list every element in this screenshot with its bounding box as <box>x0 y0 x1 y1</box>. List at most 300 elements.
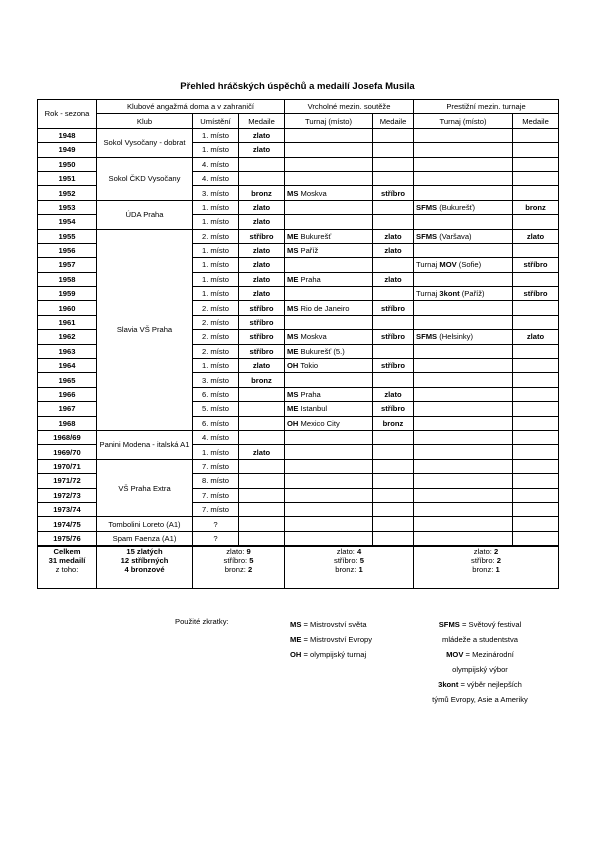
legend-sfms-text1: = Světový festival <box>459 620 522 629</box>
achievements-table <box>37 99 559 589</box>
medal-cell: stříbro <box>239 315 285 329</box>
tournament-location: Bukurešť <box>298 231 332 241</box>
prestige-tournament-cell <box>414 272 513 286</box>
header-top-group: Vrcholné mezin. soutěže <box>285 100 414 114</box>
placement-cell: 3. místo <box>193 186 239 200</box>
club-cell: Slavia VŠ Praha <box>97 229 193 430</box>
tournament-abbr: MS <box>287 246 299 256</box>
year-cell: 1974/75 <box>38 517 97 531</box>
year-cell: 1961 <box>38 315 97 329</box>
pre-bronze-label: bronz: <box>472 565 496 575</box>
prestige-medal-cell <box>513 387 559 401</box>
prestige-location: (Varšava) <box>437 231 472 241</box>
tournament-cell <box>285 171 373 185</box>
tournament-cell <box>285 243 373 257</box>
tournament-medal-cell <box>373 171 414 185</box>
tournament-abbr: OH <box>287 418 299 428</box>
prestige-tournament-cell <box>414 531 513 546</box>
prestige-medal-cell <box>513 171 559 185</box>
medal-cell <box>239 387 285 401</box>
tournament-medal-cell <box>373 459 414 473</box>
year-cell: 1949 <box>38 143 97 157</box>
prestige-tournament-cell <box>414 128 513 142</box>
tournament-medal-cell <box>373 373 414 387</box>
placement-cell: 1. místo <box>193 272 239 286</box>
legend-3kont-abbr: 3kont <box>438 680 459 689</box>
table-row <box>38 517 559 531</box>
legend-title: Použité zkratky: <box>175 617 229 626</box>
year-cell: 1953 <box>38 200 97 214</box>
header-season: Rok - sezona <box>38 100 97 129</box>
prestige-tournament-cell <box>414 459 513 473</box>
medal-cell: zlato <box>239 359 285 373</box>
tournament-location: Moskva <box>298 188 327 198</box>
club-bronze-value: 2 <box>248 565 253 575</box>
tournament-cell <box>285 502 373 516</box>
tournament-abbr: MS <box>287 303 299 313</box>
legend-ms-abbr: MS <box>290 620 302 629</box>
placement-cell: 4. místo <box>193 171 239 185</box>
tournament-cell <box>285 373 373 387</box>
placement-cell: 7. místo <box>193 488 239 502</box>
medal-cell <box>239 502 285 516</box>
year-cell: 1970/71 <box>38 459 97 473</box>
placement-cell: 2. místo <box>193 229 239 243</box>
prestige-tournament-cell <box>414 200 513 214</box>
tournament-cell <box>285 301 373 315</box>
legend-sfms-abbr: SFMS <box>438 620 460 629</box>
tournament-medal-cell <box>373 128 414 142</box>
tournament-medal-cell <box>373 502 414 516</box>
club-cell: Panini Modena - italská A1 <box>97 430 193 459</box>
club-gold-label: zlato: <box>226 547 247 557</box>
prestige-prefix: Turnaj <box>416 260 440 270</box>
tournament-medal-cell <box>373 517 414 531</box>
legend-oh-abbr: OH <box>290 650 302 659</box>
tournament-medal-cell: stříbro <box>373 330 414 344</box>
prestige-medal-cell <box>513 502 559 516</box>
tournament-abbr: ME <box>287 404 299 414</box>
totals-breakdown-line <box>99 547 190 556</box>
placement-cell: 1. místo <box>193 200 239 214</box>
placement-cell: 7. místo <box>193 459 239 473</box>
tournament-medal-cell <box>373 258 414 272</box>
placement-cell: 1. místo <box>193 445 239 459</box>
tournament-cell <box>285 430 373 444</box>
pre-silver-label: stříbro: <box>471 556 497 566</box>
year-cell: 1972/73 <box>38 488 97 502</box>
prestige-tournament-cell <box>414 215 513 229</box>
placement-cell: ? <box>193 531 239 546</box>
tournament-abbr: ME <box>287 231 299 241</box>
tournament-medal-cell <box>373 474 414 488</box>
year-cell: 1964 <box>38 359 97 373</box>
prestige-tournament-cell <box>414 387 513 401</box>
tournament-cell <box>285 517 373 531</box>
medal-cell: stříbro <box>239 330 285 344</box>
gold-count: 15 zlatých <box>126 547 163 557</box>
prestige-abbr: MOV <box>439 260 457 270</box>
prestige-abbr: 3kont <box>439 289 460 299</box>
year-cell: 1956 <box>38 243 97 257</box>
year-cell: 1967 <box>38 402 97 416</box>
tournament-medal-cell <box>373 143 414 157</box>
totals-top-line <box>287 565 411 574</box>
totals-prestige-line <box>416 556 556 565</box>
prestige-tournament-cell <box>414 488 513 502</box>
club-silver-label: stříbro: <box>223 556 250 566</box>
tournament-abbr: MS <box>287 332 299 342</box>
tournament-medal-cell: zlato <box>373 229 414 243</box>
prestige-tournament-cell <box>414 330 513 344</box>
totals-row <box>38 546 559 589</box>
table-row <box>38 157 559 171</box>
placement-cell: 7. místo <box>193 502 239 516</box>
tournament-medal-cell <box>373 430 414 444</box>
club-gold-value: 9 <box>246 547 251 557</box>
medal-cell: stříbro <box>239 344 285 358</box>
prestige-tournament-cell <box>414 344 513 358</box>
tournament-cell <box>285 258 373 272</box>
prestige-tournament-cell <box>414 301 513 315</box>
club-cell: Tombolini Loreto (A1) <box>97 517 193 531</box>
tournament-cell <box>285 445 373 459</box>
tournament-cell <box>285 272 373 286</box>
legend-mov <box>400 647 560 662</box>
tournament-cell <box>285 143 373 157</box>
placement-cell: 4. místo <box>193 157 239 171</box>
top-bronze-value: 1 <box>358 565 363 575</box>
table-row <box>38 459 559 473</box>
tournament-medal-cell: stříbro <box>373 359 414 373</box>
prestige-medal-cell <box>513 143 559 157</box>
prestige-medal-cell <box>513 445 559 459</box>
legend-me <box>290 632 372 647</box>
tournament-cell <box>285 157 373 171</box>
medal-cell: zlato <box>239 200 285 214</box>
tournament-location: Praha <box>298 390 321 399</box>
club-cell: Spam Faenza (A1) <box>97 531 193 546</box>
year-cell: 1971/72 <box>38 474 97 488</box>
page-title: Přehled hráčských úspěchů a medailí Josefa Musila <box>180 81 415 92</box>
placement-cell: 1. místo <box>193 359 239 373</box>
prestige-abbr: SFMS <box>416 231 438 241</box>
tournament-cell <box>285 488 373 502</box>
tournament-abbr: MS <box>287 390 299 399</box>
legend-3kont-text1: = výběr nejlepších <box>458 680 522 689</box>
year-cell: 1954 <box>38 215 97 229</box>
tournament-location: Mexico City <box>298 418 340 428</box>
tournament-medal-cell: zlato <box>373 387 414 401</box>
year-cell: 1973/74 <box>38 502 97 516</box>
tournament-medal-cell: stříbro <box>373 186 414 200</box>
club-cell: VŠ Praha Extra <box>97 459 193 517</box>
totals-label-3: z toho: <box>55 565 79 575</box>
prestige-location: (Sofie) <box>456 260 482 270</box>
prestige-medal-cell <box>513 373 559 387</box>
placement-cell: 2. místo <box>193 330 239 344</box>
tournament-cell <box>285 359 373 373</box>
medal-cell <box>239 430 285 444</box>
medal-cell: zlato <box>239 258 285 272</box>
totals-label-line <box>40 565 94 574</box>
medal-cell: zlato <box>239 272 285 286</box>
totals-label-line <box>40 547 94 556</box>
prestige-tournament-cell <box>414 502 513 516</box>
medal-cell: stříbro <box>239 229 285 243</box>
medal-cell <box>239 416 285 430</box>
tournament-medal-cell <box>373 488 414 502</box>
year-cell: 1968/69 <box>38 430 97 444</box>
medal-cell <box>239 402 285 416</box>
medal-cell: zlato <box>239 215 285 229</box>
prestige-location: (Paříž) <box>459 289 485 299</box>
tournament-medal-cell: stříbro <box>373 301 414 315</box>
top-gold-value: 4 <box>357 547 362 557</box>
legend-mov-cont: olympijský výbor <box>452 665 508 674</box>
totals-prestige-line <box>416 565 556 574</box>
silver-count: 12 stříbrných <box>120 556 169 566</box>
prestige-prefix: Turnaj <box>416 289 440 299</box>
medal-cell: zlato <box>239 143 285 157</box>
club-cell: Sokol ČKD Vysočany <box>97 157 193 200</box>
totals-club-line <box>195 556 282 565</box>
pre-bronze-value: 1 <box>495 565 500 575</box>
tournament-medal-cell: zlato <box>373 272 414 286</box>
placement-cell: ? <box>193 517 239 531</box>
totals-club-line <box>195 547 282 556</box>
tournament-location: Paříž <box>298 246 319 256</box>
placement-cell: 1. místo <box>193 287 239 301</box>
legend-3kont-cont: týmů Evropy, Asie a Ameriky <box>432 695 528 704</box>
prestige-medal-cell <box>513 243 559 257</box>
prestige-tournament-cell <box>414 416 513 430</box>
prestige-tournament-cell <box>414 402 513 416</box>
tournament-cell <box>285 186 373 200</box>
prestige-medal-cell <box>513 459 559 473</box>
placement-cell: 4. místo <box>193 430 239 444</box>
tournament-cell <box>285 229 373 243</box>
prestige-tournament-cell <box>414 258 513 272</box>
year-cell: 1948 <box>38 128 97 142</box>
tournament-cell <box>285 387 373 401</box>
tournament-medal-cell <box>373 531 414 546</box>
prestige-medal-cell: bronz <box>513 200 559 214</box>
placement-cell: 8. místo <box>193 474 239 488</box>
tournament-cell <box>285 474 373 488</box>
tournament-medal-cell <box>373 157 414 171</box>
prestige-medal-cell <box>513 128 559 142</box>
medal-cell <box>239 171 285 185</box>
medal-cell: zlato <box>239 445 285 459</box>
prestige-medal-cell <box>513 416 559 430</box>
year-cell: 1952 <box>38 186 97 200</box>
placement-cell: 2. místo <box>193 301 239 315</box>
header-tournament: Turnaj (místo) <box>285 114 373 128</box>
totals-club <box>193 546 285 589</box>
placement-cell: 1. místo <box>193 258 239 272</box>
tournament-abbr: ME <box>287 346 299 356</box>
tournament-medal-cell: bronz <box>373 416 414 430</box>
legend-sfms <box>400 617 560 632</box>
header-medal-prestige: Medaile <box>513 114 559 128</box>
prestige-medal-cell <box>513 474 559 488</box>
prestige-tournament-cell <box>414 430 513 444</box>
placement-cell: 1. místo <box>193 128 239 142</box>
year-cell: 1969/70 <box>38 445 97 459</box>
prestige-tournament-cell <box>414 287 513 301</box>
header-tournament-prestige: Turnaj (místo) <box>414 114 513 128</box>
legend-oh-text: = olympijský turnaj <box>301 650 367 659</box>
legend-me-abbr: ME <box>290 635 302 644</box>
tournament-medal-cell: stříbro <box>373 402 414 416</box>
prestige-location: (Bukurešť) <box>437 202 475 212</box>
year-cell: 1966 <box>38 387 97 401</box>
prestige-medal-cell <box>513 272 559 286</box>
prestige-location: (Helsinky) <box>437 332 473 342</box>
medal-cell: stříbro <box>239 301 285 315</box>
year-cell: 1960 <box>38 301 97 315</box>
prestige-medal-cell <box>513 430 559 444</box>
prestige-medal-cell <box>513 488 559 502</box>
tournament-location: Rio de Janeiro <box>298 303 350 313</box>
placement-cell: 1. místo <box>193 243 239 257</box>
prestige-medal-cell: stříbro <box>513 258 559 272</box>
totals-club-line <box>195 565 282 574</box>
medal-cell: bronz <box>239 186 285 200</box>
prestige-medal-cell <box>513 531 559 546</box>
header-medal-top: Medaile <box>373 114 414 128</box>
prestige-tournament-cell <box>414 143 513 157</box>
prestige-abbr: SFMS <box>416 332 438 342</box>
header-prestige-group: Prestižní mezin. turnaje <box>414 100 559 114</box>
prestige-tournament-cell <box>414 243 513 257</box>
year-cell: 1957 <box>38 258 97 272</box>
legend-ms <box>290 617 372 632</box>
totals-label-line <box>40 556 94 565</box>
legend-column-competitions <box>290 617 372 662</box>
year-cell: 1955 <box>38 229 97 243</box>
medal-cell <box>239 157 285 171</box>
tournament-cell <box>285 315 373 329</box>
totals-prestige-line <box>416 547 556 556</box>
prestige-tournament-cell <box>414 315 513 329</box>
prestige-medal-cell <box>513 157 559 171</box>
year-cell: 1959 <box>38 287 97 301</box>
header-club-group: Klubové angažmá doma a v zahraničí <box>97 100 285 114</box>
prestige-tournament-cell <box>414 186 513 200</box>
club-cell: Sokol Vysočany - dobrat <box>97 128 193 157</box>
pre-gold-value: 2 <box>494 547 499 557</box>
prestige-tournament-cell <box>414 157 513 171</box>
tournament-cell <box>285 459 373 473</box>
tournament-medal-cell <box>373 445 414 459</box>
club-silver-value: 5 <box>249 556 254 566</box>
tournament-cell <box>285 531 373 546</box>
header-medal: Medaile <box>239 114 285 128</box>
prestige-tournament-cell <box>414 373 513 387</box>
tournament-location: Moskva <box>298 332 327 342</box>
tournament-cell <box>285 416 373 430</box>
legend-mov-text1: = Mezinárodní <box>463 650 514 659</box>
tournament-cell <box>285 344 373 358</box>
club-bronze-label: bronz: <box>224 565 248 575</box>
placement-cell: 2. místo <box>193 315 239 329</box>
tournament-cell <box>285 287 373 301</box>
prestige-tournament-cell <box>414 359 513 373</box>
tournament-location: Bukurešť (5.) <box>298 346 345 356</box>
prestige-medal-cell <box>513 315 559 329</box>
totals-prestige <box>414 546 559 589</box>
tournament-medal-cell <box>373 287 414 301</box>
totals-label-2: 31 medailí <box>48 556 86 566</box>
legend-me-text: = Mistrovství Evropy <box>301 635 373 644</box>
prestige-tournament-cell <box>414 474 513 488</box>
medal-cell <box>239 531 285 546</box>
year-cell: 1962 <box>38 330 97 344</box>
prestige-medal-cell <box>513 359 559 373</box>
prestige-medal-cell <box>513 344 559 358</box>
totals-label <box>38 546 97 589</box>
totals-breakdown-line <box>99 556 190 565</box>
placement-cell: 6. místo <box>193 416 239 430</box>
header-club: Klub <box>97 114 193 128</box>
top-silver-label: stříbro: <box>334 556 360 566</box>
prestige-medal-cell <box>513 517 559 531</box>
prestige-medal-cell: zlato <box>513 330 559 344</box>
tournament-cell <box>285 402 373 416</box>
placement-cell: 6. místo <box>193 387 239 401</box>
totals-breakdown <box>97 546 193 589</box>
tournament-medal-cell <box>373 200 414 214</box>
medal-cell: zlato <box>239 128 285 142</box>
medal-cell: zlato <box>239 287 285 301</box>
medal-cell: bronz <box>239 373 285 387</box>
legend-sfms-cont: mládeže a studentstva <box>442 635 518 644</box>
prestige-tournament-cell <box>414 229 513 243</box>
tournament-cell <box>285 128 373 142</box>
placement-cell: 1. místo <box>193 215 239 229</box>
prestige-tournament-cell <box>414 171 513 185</box>
prestige-tournament-cell <box>414 517 513 531</box>
prestige-medal-cell <box>513 215 559 229</box>
bronze-count: 4 bronzové <box>124 565 165 575</box>
prestige-medal-cell <box>513 402 559 416</box>
top-bronze-label: bronz: <box>335 565 359 575</box>
tournament-abbr: MS <box>287 188 299 198</box>
medal-cell: zlato <box>239 243 285 257</box>
top-gold-label: zlato: <box>336 547 358 557</box>
placement-cell: 1. místo <box>193 143 239 157</box>
totals-top-line <box>287 547 411 556</box>
year-cell: 1965 <box>38 373 97 387</box>
year-cell: 1975/76 <box>38 531 97 546</box>
prestige-medal-cell <box>513 301 559 315</box>
table-row <box>38 531 559 546</box>
club-cell: ÚDA Praha <box>97 200 193 229</box>
prestige-medal-cell: zlato <box>513 229 559 243</box>
table-row <box>38 430 559 444</box>
tournament-cell <box>285 215 373 229</box>
totals-breakdown-line <box>99 565 190 574</box>
totals-label-1: Celkem <box>53 547 81 557</box>
year-cell: 1968 <box>38 416 97 430</box>
tournament-cell <box>285 200 373 214</box>
prestige-abbr: SFMS <box>416 202 438 212</box>
tournament-medal-cell <box>373 344 414 358</box>
totals-top-line <box>287 556 411 565</box>
totals-top <box>285 546 414 589</box>
